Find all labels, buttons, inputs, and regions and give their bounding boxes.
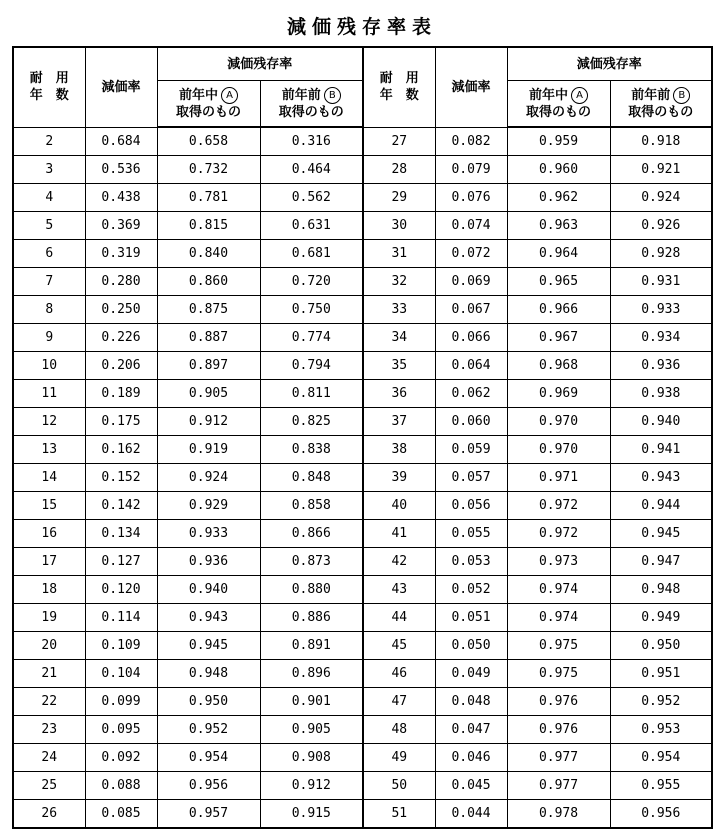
- life-header-right: [363, 47, 435, 127]
- table-row: [13, 324, 712, 352]
- residual-a-cell: 0.940: [157, 576, 260, 604]
- residual-b-cell: 0.905: [260, 716, 363, 744]
- residual-a-cell: 0.973: [507, 548, 610, 576]
- residual-b-cell: 0.774: [260, 324, 363, 352]
- residual-b-cell: 0.631: [260, 212, 363, 240]
- residual-a-cell: 0.840: [157, 240, 260, 268]
- life-years-cell: 29: [363, 184, 435, 212]
- life-years-cell: 14: [13, 464, 85, 492]
- table-row: [13, 296, 712, 324]
- residual-b-cell: 0.880: [260, 576, 363, 604]
- residual-a-cell: 0.933: [157, 520, 260, 548]
- depreciation-rate-cell: 0.206: [85, 352, 157, 380]
- residual-a-cell: 0.966: [507, 296, 610, 324]
- depreciation-rate-cell: 0.369: [85, 212, 157, 240]
- depreciation-rate-cell: 0.044: [435, 800, 507, 829]
- residual-a-cell: 0.960: [507, 156, 610, 184]
- life-years-cell: 49: [363, 744, 435, 772]
- depreciation-rate-cell: 0.536: [85, 156, 157, 184]
- residual-a-cell: 0.887: [157, 324, 260, 352]
- prev-before-header-left: [260, 81, 363, 128]
- depreciation-rate-cell: 0.142: [85, 492, 157, 520]
- life-years-cell: 50: [363, 772, 435, 800]
- prev-mid-sublabel: 取得のもの: [526, 104, 592, 120]
- residual-a-cell: 0.974: [507, 604, 610, 632]
- table-row: [13, 240, 712, 268]
- depreciation-rate-cell: 0.120: [85, 576, 157, 604]
- circled-a-icon: A: [221, 87, 238, 104]
- residual-b-cell: 0.941: [610, 436, 712, 464]
- prev-mid-sublabel: 取得のもの: [175, 104, 241, 120]
- residual-b-cell: 0.848: [260, 464, 363, 492]
- residual-a-cell: 0.952: [157, 716, 260, 744]
- life-years-cell: 4: [13, 184, 85, 212]
- life-years-cell: 18: [13, 576, 85, 604]
- life-years-cell: 41: [363, 520, 435, 548]
- depreciation-table: [12, 46, 713, 829]
- residual-b-cell: 0.908: [260, 744, 363, 772]
- residual-b-cell: 0.921: [610, 156, 712, 184]
- residual-b-cell: 0.952: [610, 688, 712, 716]
- depreciation-rate-cell: 0.072: [435, 240, 507, 268]
- life-years-cell: 26: [13, 800, 85, 829]
- table-row: [13, 127, 712, 156]
- table-row: [13, 184, 712, 212]
- life-years-cell: 5: [13, 212, 85, 240]
- table-row: [13, 156, 712, 184]
- residual-b-cell: 0.681: [260, 240, 363, 268]
- life-years-cell: 7: [13, 268, 85, 296]
- residual-b-cell: 0.918: [610, 127, 712, 156]
- residual-b-cell: 0.933: [610, 296, 712, 324]
- life-years-cell: 12: [13, 408, 85, 436]
- depreciation-rate-cell: 0.067: [435, 296, 507, 324]
- table-row: [13, 688, 712, 716]
- depreciation-rate-cell: 0.079: [435, 156, 507, 184]
- depreciation-rate-cell: 0.189: [85, 380, 157, 408]
- life-years-cell: 42: [363, 548, 435, 576]
- depreciation-rate-cell: 0.050: [435, 632, 507, 660]
- residual-b-cell: 0.825: [260, 408, 363, 436]
- life-years-cell: 44: [363, 604, 435, 632]
- residual-b-cell: 0.794: [260, 352, 363, 380]
- life-years-cell: 24: [13, 744, 85, 772]
- residual-a-cell: 0.977: [507, 744, 610, 772]
- depreciation-rate-cell: 0.060: [435, 408, 507, 436]
- rate-header-left: 減価率: [85, 47, 157, 127]
- page-title: 減価残存率表: [286, 16, 437, 38]
- depreciation-rate-cell: 0.046: [435, 744, 507, 772]
- table-row: [13, 352, 712, 380]
- life-years-cell: 28: [363, 156, 435, 184]
- life-years-cell: 15: [13, 492, 85, 520]
- depreciation-rate-cell: 0.062: [435, 380, 507, 408]
- table-row: [13, 464, 712, 492]
- depreciation-rate-cell: 0.051: [435, 604, 507, 632]
- residual-a-cell: 0.905: [157, 380, 260, 408]
- life-header-line2: 年 数: [379, 88, 419, 104]
- depreciation-rate-cell: 0.226: [85, 324, 157, 352]
- residual-a-cell: 0.974: [507, 576, 610, 604]
- residual-b-cell: 0.891: [260, 632, 363, 660]
- residual-b-cell: 0.953: [610, 716, 712, 744]
- residual-a-cell: 0.945: [157, 632, 260, 660]
- residual-b-cell: 0.956: [610, 800, 712, 829]
- life-years-cell: 21: [13, 660, 85, 688]
- depreciation-rate-cell: 0.109: [85, 632, 157, 660]
- depreciation-rate-cell: 0.114: [85, 604, 157, 632]
- circled-b-icon: B: [673, 87, 690, 104]
- depreciation-rate-cell: 0.048: [435, 688, 507, 716]
- depreciation-rate-cell: 0.057: [435, 464, 507, 492]
- residual-a-cell: 0.962: [507, 184, 610, 212]
- residual-b-cell: 0.940: [610, 408, 712, 436]
- residual-b-cell: 0.750: [260, 296, 363, 324]
- depreciation-rate-cell: 0.088: [85, 772, 157, 800]
- residual-a-cell: 0.732: [157, 156, 260, 184]
- residual-b-cell: 0.924: [610, 184, 712, 212]
- life-years-cell: 2: [13, 127, 85, 156]
- residual-b-cell: 0.931: [610, 268, 712, 296]
- depreciation-rate-cell: 0.684: [85, 127, 157, 156]
- residual-a-cell: 0.977: [507, 772, 610, 800]
- table-row: [13, 520, 712, 548]
- residual-a-cell: 0.964: [507, 240, 610, 268]
- residual-b-cell: 0.954: [610, 744, 712, 772]
- residual-a-cell: 0.897: [157, 352, 260, 380]
- prev-mid-label: 前年中: [529, 87, 569, 103]
- table-row: [13, 744, 712, 772]
- table-row: [13, 576, 712, 604]
- depreciation-rate-cell: 0.250: [85, 296, 157, 324]
- residual-a-cell: 0.658: [157, 127, 260, 156]
- table-row: [13, 436, 712, 464]
- life-years-cell: 48: [363, 716, 435, 744]
- depreciation-rate-cell: 0.104: [85, 660, 157, 688]
- depreciation-rate-cell: 0.127: [85, 548, 157, 576]
- life-years-cell: 9: [13, 324, 85, 352]
- life-years-cell: 39: [363, 464, 435, 492]
- residual-a-cell: 0.972: [507, 492, 610, 520]
- residual-b-cell: 0.886: [260, 604, 363, 632]
- residual-header-left: 減価残存率: [157, 47, 363, 81]
- prev-mid-header-left: [157, 81, 260, 128]
- life-years-cell: 11: [13, 380, 85, 408]
- life-header-left: [13, 47, 85, 127]
- depreciation-rate-cell: 0.053: [435, 548, 507, 576]
- residual-a-cell: 0.919: [157, 436, 260, 464]
- residual-b-cell: 0.873: [260, 548, 363, 576]
- residual-a-cell: 0.976: [507, 688, 610, 716]
- life-years-cell: 51: [363, 800, 435, 829]
- depreciation-rate-cell: 0.064: [435, 352, 507, 380]
- depreciation-rate-cell: 0.085: [85, 800, 157, 829]
- residual-a-cell: 0.963: [507, 212, 610, 240]
- table-row: [13, 632, 712, 660]
- life-years-cell: 33: [363, 296, 435, 324]
- residual-b-cell: 0.866: [260, 520, 363, 548]
- residual-b-cell: 0.464: [260, 156, 363, 184]
- life-years-cell: 10: [13, 352, 85, 380]
- life-years-cell: 22: [13, 688, 85, 716]
- residual-b-cell: 0.928: [610, 240, 712, 268]
- life-years-cell: 31: [363, 240, 435, 268]
- residual-a-cell: 0.970: [507, 436, 610, 464]
- depreciation-rate-cell: 0.175: [85, 408, 157, 436]
- rate-header-right: 減価率: [435, 47, 507, 127]
- depreciation-rate-cell: 0.052: [435, 576, 507, 604]
- life-years-cell: 19: [13, 604, 85, 632]
- table-row: [13, 408, 712, 436]
- depreciation-rate-cell: 0.095: [85, 716, 157, 744]
- residual-a-cell: 0.975: [507, 632, 610, 660]
- residual-a-cell: 0.781: [157, 184, 260, 212]
- prev-before-label: 前年前: [631, 87, 671, 103]
- residual-b-cell: 0.947: [610, 548, 712, 576]
- life-years-cell: 32: [363, 268, 435, 296]
- prev-before-sublabel: 取得のもの: [278, 104, 344, 120]
- residual-a-cell: 0.924: [157, 464, 260, 492]
- residual-b-cell: 0.945: [610, 520, 712, 548]
- life-years-cell: 45: [363, 632, 435, 660]
- residual-b-cell: 0.943: [610, 464, 712, 492]
- life-years-cell: 37: [363, 408, 435, 436]
- life-years-cell: 40: [363, 492, 435, 520]
- life-header-line1: 耐 用: [379, 71, 419, 87]
- residual-b-cell: 0.912: [260, 772, 363, 800]
- residual-b-cell: 0.955: [610, 772, 712, 800]
- table-row: [13, 800, 712, 829]
- circled-a-icon: A: [571, 87, 588, 104]
- residual-b-cell: 0.901: [260, 688, 363, 716]
- residual-a-cell: 0.860: [157, 268, 260, 296]
- residual-a-cell: 0.929: [157, 492, 260, 520]
- residual-b-cell: 0.944: [610, 492, 712, 520]
- residual-b-cell: 0.720: [260, 268, 363, 296]
- depreciation-rate-cell: 0.049: [435, 660, 507, 688]
- table-row: [13, 212, 712, 240]
- depreciation-rate-cell: 0.092: [85, 744, 157, 772]
- residual-a-cell: 0.956: [157, 772, 260, 800]
- residual-a-cell: 0.948: [157, 660, 260, 688]
- prev-before-sublabel: 取得のもの: [628, 104, 694, 120]
- residual-a-cell: 0.815: [157, 212, 260, 240]
- life-years-cell: 13: [13, 436, 85, 464]
- prev-mid-label: 前年中: [178, 87, 218, 103]
- residual-header-right: 減価残存率: [507, 47, 712, 81]
- residual-a-cell: 0.936: [157, 548, 260, 576]
- residual-b-cell: 0.936: [610, 352, 712, 380]
- life-years-cell: 47: [363, 688, 435, 716]
- life-header-line1: 耐 用: [29, 71, 69, 87]
- life-years-cell: 35: [363, 352, 435, 380]
- residual-a-cell: 0.978: [507, 800, 610, 829]
- life-years-cell: 6: [13, 240, 85, 268]
- residual-a-cell: 0.972: [507, 520, 610, 548]
- depreciation-rate-cell: 0.319: [85, 240, 157, 268]
- depreciation-rate-cell: 0.438: [85, 184, 157, 212]
- table-row: [13, 268, 712, 296]
- residual-b-cell: 0.562: [260, 184, 363, 212]
- circled-b-icon: B: [324, 87, 341, 104]
- table-row: [13, 548, 712, 576]
- residual-b-cell: 0.316: [260, 127, 363, 156]
- table-row: [13, 492, 712, 520]
- prev-before-header-right: [610, 81, 712, 128]
- life-years-cell: 20: [13, 632, 85, 660]
- life-years-cell: 34: [363, 324, 435, 352]
- depreciation-rate-cell: 0.055: [435, 520, 507, 548]
- life-years-cell: 46: [363, 660, 435, 688]
- depreciation-rate-cell: 0.152: [85, 464, 157, 492]
- prev-mid-header-right: [507, 81, 610, 128]
- residual-b-cell: 0.949: [610, 604, 712, 632]
- residual-a-cell: 0.957: [157, 800, 260, 829]
- life-years-cell: 23: [13, 716, 85, 744]
- life-years-cell: 16: [13, 520, 85, 548]
- depreciation-rate-cell: 0.069: [435, 268, 507, 296]
- life-years-cell: 30: [363, 212, 435, 240]
- residual-a-cell: 0.971: [507, 464, 610, 492]
- residual-b-cell: 0.934: [610, 324, 712, 352]
- residual-b-cell: 0.915: [260, 800, 363, 829]
- prev-before-label: 前年前: [281, 87, 321, 103]
- residual-a-cell: 0.965: [507, 268, 610, 296]
- residual-a-cell: 0.969: [507, 380, 610, 408]
- depreciation-rate-cell: 0.099: [85, 688, 157, 716]
- residual-a-cell: 0.875: [157, 296, 260, 324]
- residual-b-cell: 0.896: [260, 660, 363, 688]
- life-years-cell: 8: [13, 296, 85, 324]
- residual-a-cell: 0.970: [507, 408, 610, 436]
- residual-a-cell: 0.954: [157, 744, 260, 772]
- residual-b-cell: 0.948: [610, 576, 712, 604]
- residual-b-cell: 0.811: [260, 380, 363, 408]
- residual-b-cell: 0.926: [610, 212, 712, 240]
- depreciation-rate-cell: 0.082: [435, 127, 507, 156]
- residual-a-cell: 0.959: [507, 127, 610, 156]
- depreciation-rate-cell: 0.074: [435, 212, 507, 240]
- life-years-cell: 25: [13, 772, 85, 800]
- residual-a-cell: 0.975: [507, 660, 610, 688]
- table-row: [13, 660, 712, 688]
- residual-a-cell: 0.950: [157, 688, 260, 716]
- depreciation-rate-cell: 0.076: [435, 184, 507, 212]
- residual-b-cell: 0.938: [610, 380, 712, 408]
- depreciation-rate-cell: 0.059: [435, 436, 507, 464]
- life-header-line2: 年 数: [29, 88, 69, 104]
- table-body: [13, 127, 712, 828]
- life-years-cell: 27: [363, 127, 435, 156]
- residual-a-cell: 0.967: [507, 324, 610, 352]
- depreciation-rate-cell: 0.280: [85, 268, 157, 296]
- life-years-cell: 38: [363, 436, 435, 464]
- residual-b-cell: 0.950: [610, 632, 712, 660]
- depreciation-rate-cell: 0.134: [85, 520, 157, 548]
- depreciation-rate-cell: 0.162: [85, 436, 157, 464]
- table-row: [13, 604, 712, 632]
- residual-b-cell: 0.838: [260, 436, 363, 464]
- depreciation-rate-cell: 0.066: [435, 324, 507, 352]
- life-years-cell: 36: [363, 380, 435, 408]
- residual-a-cell: 0.968: [507, 352, 610, 380]
- header-row-1: [13, 47, 712, 81]
- table-row: [13, 772, 712, 800]
- table-row: [13, 380, 712, 408]
- residual-a-cell: 0.943: [157, 604, 260, 632]
- life-years-cell: 17: [13, 548, 85, 576]
- life-years-cell: 43: [363, 576, 435, 604]
- table-row: [13, 716, 712, 744]
- depreciation-rate-cell: 0.047: [435, 716, 507, 744]
- residual-b-cell: 0.951: [610, 660, 712, 688]
- depreciation-rate-cell: 0.056: [435, 492, 507, 520]
- residual-a-cell: 0.976: [507, 716, 610, 744]
- depreciation-rate-cell: 0.045: [435, 772, 507, 800]
- residual-b-cell: 0.858: [260, 492, 363, 520]
- life-years-cell: 3: [13, 156, 85, 184]
- residual-a-cell: 0.912: [157, 408, 260, 436]
